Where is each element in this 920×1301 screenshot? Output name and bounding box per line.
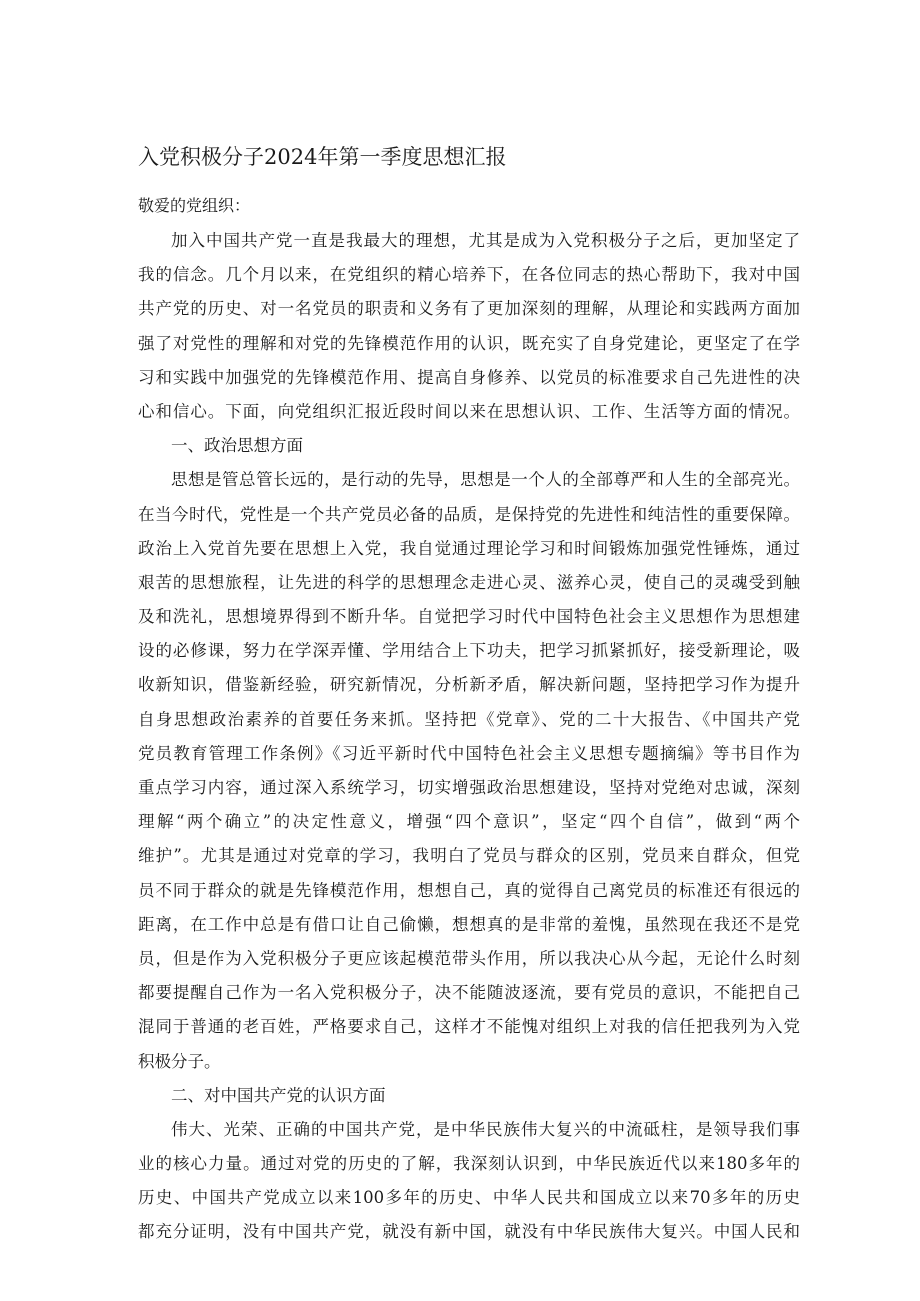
text-line: 党员教育管理工作条例》《习近平新时代中国特色社会主义思想专题摘编》等书目作为 <box>138 743 800 763</box>
text-line: 业的核心力量。通过对党的历史的了解，我深刻认识到，中华民族近代以来180多年的 <box>138 1154 800 1174</box>
document-body <box>138 224 800 1250</box>
text-line: 政治上入党首先要在思想上入党，我自觉通过理论学习和时间锻炼加强党性锤炼，通过 <box>138 538 800 558</box>
text-line: 艰苦的思想旅程，让先进的科学的思想理念走进心灵、滋养心灵，使自己的灵魂受到触 <box>138 572 800 592</box>
document-title: 入党积极分子2024年第一季度思想汇报 <box>138 145 507 169</box>
text-line: 自身思想政治素养的首要任务来抓。坚持把《党章》、党的二十大报告、《中国共产党 <box>138 709 800 729</box>
text-line: 收新知识，借鉴新经验，研究新情况，分析新矛盾，解决新问题，坚持把学习作为提升 <box>138 675 800 695</box>
text-line: 伟大、光荣、正确的中国共产党，是中华民族伟大复兴的中流砥柱，是领导我们事 <box>171 1119 800 1139</box>
text-line: 设的必修课，努力在学深弄懂、学用结合上下功夫，把学习抓紧抓好，接受新理论，吸 <box>138 641 800 661</box>
text-line: 及和洗礼，思想境界得到不断升华。自觉把学习时代中国特色社会主义思想作为思想建 <box>138 607 800 627</box>
salutation: 敬爱的党组织： <box>138 196 251 215</box>
text-line: 员，但是作为入党积极分子更应该起模范带头作用，所以我决心从今起，无论什么时刻 <box>138 948 800 968</box>
text-line: 习和实践中加强党的先锋模范作用、提高自身修养、以党员的标准要求自己先进性的决 <box>138 367 800 387</box>
text-line: 混同于普通的老百姓，严格要求自己，这样才不能愧对组织上对我的信任把我列为入党 <box>138 1017 800 1037</box>
text-line: 员不同于群众的就是先锋模范作用，想想自己，真的觉得自己离党员的标准还有很远的 <box>138 880 800 900</box>
text-line: 在当今时代，党性是一个共产党员必备的品质，是保持党的先进性和纯洁性的重要保障。 <box>138 504 800 524</box>
text-line: 心和信心。下面，向党组织汇报近段时间以来在思想认识、工作、生活等方面的情况。 <box>138 401 800 421</box>
text-line: 积极分子。 <box>138 1051 221 1071</box>
text-line: 维护”。尤其是通过对党章的学习，我明白了党员与群众的区别，党员来自群众，但党 <box>138 846 800 866</box>
text-line: 理解“两个确立”的决定性意义，增强“四个意识”，坚定“四个自信”，做到“两个 <box>138 812 800 832</box>
text-line: 历史、中国共产党成立以来100多年的历史、中华人民共和国成立以来70多年的历史 <box>138 1188 800 1208</box>
text-line: 重点学习内容，通过深入系统学习，切实增强政治思想建设，坚持对党绝对忠诚，深刻 <box>138 778 800 797</box>
text-line: 都要提醒自己作为一名入党积极分子，决不能随波逐流，要有党员的意识，不能把自己 <box>138 983 800 1003</box>
text-line: 距离，在工作中总是有借口让自己偷懒，想想真的是非常的羞愧，虽然现在我还不是党 <box>138 914 800 934</box>
text-line: 都充分证明，没有中国共产党，就没有新中国，就没有中华民族伟大复兴。中国人民和 <box>138 1222 800 1242</box>
text-line: 思想是管总管长远的，是行动的先导，思想是一个人的全部尊严和人生的全部亮光。 <box>171 470 800 490</box>
text-line: 一、政治思想方面 <box>171 436 303 456</box>
text-line: 共产党的历史、对一名党员的职责和义务有了更加深刻的理解，从理论和实践两方面加 <box>138 299 800 319</box>
text-line: 二、对中国共产党的认识方面 <box>171 1085 386 1105</box>
text-line: 强了对党性的理解和对党的先锋模范作用的认识，既充实了自身党建论，更坚定了在学 <box>138 333 800 353</box>
text-line: 加入中国共产党一直是我最大的理想，尤其是成为入党积极分子之后，更加坚定了 <box>171 231 800 250</box>
text-line: 我的信念。几个月以来，在党组织的精心培养下，在各位同志的热心帮助下，我对中国 <box>138 265 800 285</box>
